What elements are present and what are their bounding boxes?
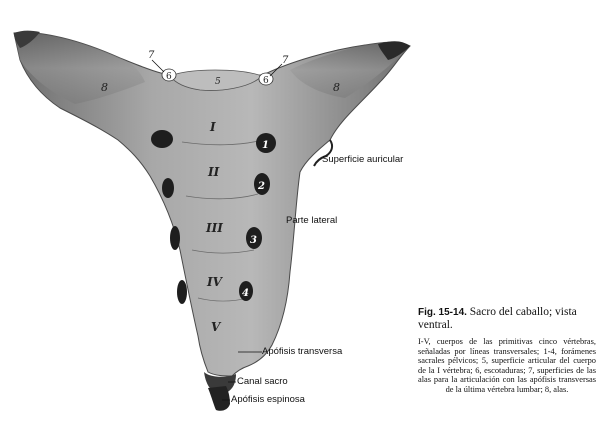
marker-6-right: 6: [263, 76, 269, 86]
foramen-1-label: 1: [262, 140, 269, 151]
vertebra-V: V: [211, 320, 221, 334]
spinous-process: [208, 386, 230, 411]
foramen-2-label: 2: [258, 181, 265, 192]
vertebra-I: I: [210, 120, 216, 134]
marker-8-right: 8: [333, 81, 340, 94]
marker-8-left: 8: [101, 81, 108, 94]
vertebra-III: III: [206, 221, 223, 235]
vertebra-IV: IV: [207, 275, 222, 289]
label-superficie-auricular: Superficie auricular: [322, 154, 404, 165]
figure-number: Fig. 15-14.: [418, 307, 467, 318]
marker-7-right: 7: [282, 55, 289, 66]
label-apofisis-espinosa: Apófisis espinosa: [231, 394, 305, 405]
figure-caption-title: [418, 306, 598, 332]
foramen-4-label: 4: [242, 288, 249, 299]
marker-7-left: 7: [148, 50, 155, 61]
marker-5: 5: [215, 77, 221, 87]
figure-legend: I-V, cuerpos de las primitivas cinco vértebras, señaladas por líneas transversales; 1-4, forámenes sacrales pélvicos; 5, superficie articular del cuerpo de la I vértebra; 6, escotaduras; 7, superficies de las alas para la articulación con las apófisis transversas de la última vértebra lumbar; 8, alas.: [418, 337, 596, 394]
label-apofisis-transversa: Apófisis transversa: [262, 346, 343, 357]
vertebra-II: II: [208, 165, 220, 179]
left-foramen-3: [170, 226, 180, 250]
label-canal-sacro: Canal sacro: [237, 376, 288, 387]
left-foramen-4: [177, 280, 187, 304]
left-foramen-2: [162, 178, 174, 198]
figure-title: Sacro del caballo; vista ventral.: [418, 306, 577, 331]
foramen-3-label: 3: [250, 235, 257, 246]
left-foramen-1: [151, 130, 173, 148]
label-parte-lateral: Parte lateral: [286, 215, 338, 226]
marker-6-left: 6: [166, 72, 172, 82]
